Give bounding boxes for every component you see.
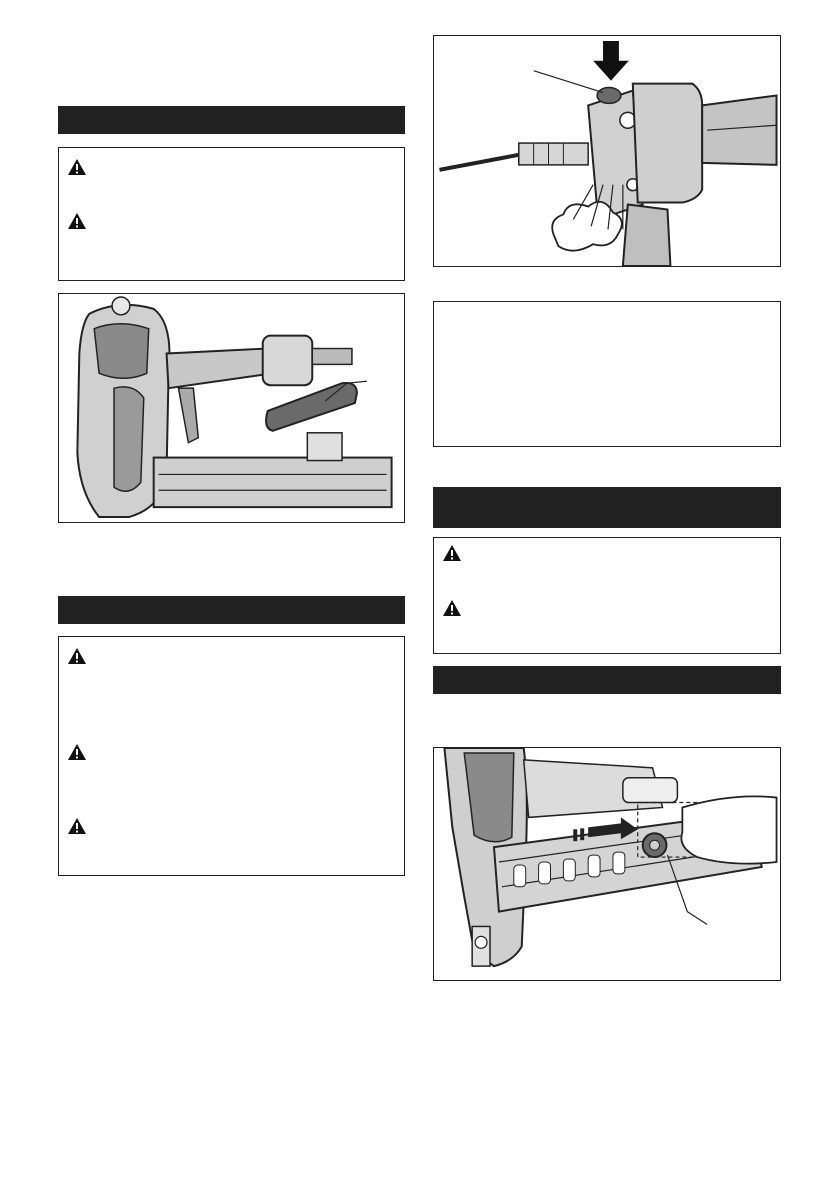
warning-triangle-icon — [67, 817, 87, 835]
warning-triangle-icon — [442, 599, 462, 617]
air-release-icon — [434, 36, 780, 266]
note-box — [433, 301, 781, 447]
warning-box-3 — [433, 537, 781, 654]
section-bar-3 — [433, 487, 781, 528]
warning-box-2 — [58, 636, 405, 876]
magazine-pusher-icon — [434, 748, 780, 980]
warning-triangle-icon — [67, 158, 87, 176]
section-bar-4 — [433, 666, 781, 694]
warning-triangle-icon — [67, 743, 87, 761]
warning-triangle-icon — [442, 544, 462, 562]
warning-box-1 — [58, 147, 405, 281]
section-bar-2 — [58, 596, 405, 624]
figure-magazine-pusher — [433, 747, 781, 981]
section-bar-1 — [58, 106, 405, 134]
figure-air-release — [433, 35, 781, 267]
warning-triangle-icon — [67, 647, 87, 665]
nailer-tool-icon — [59, 294, 404, 522]
figure-nailer-hook — [58, 293, 405, 523]
warning-triangle-icon — [67, 212, 87, 230]
